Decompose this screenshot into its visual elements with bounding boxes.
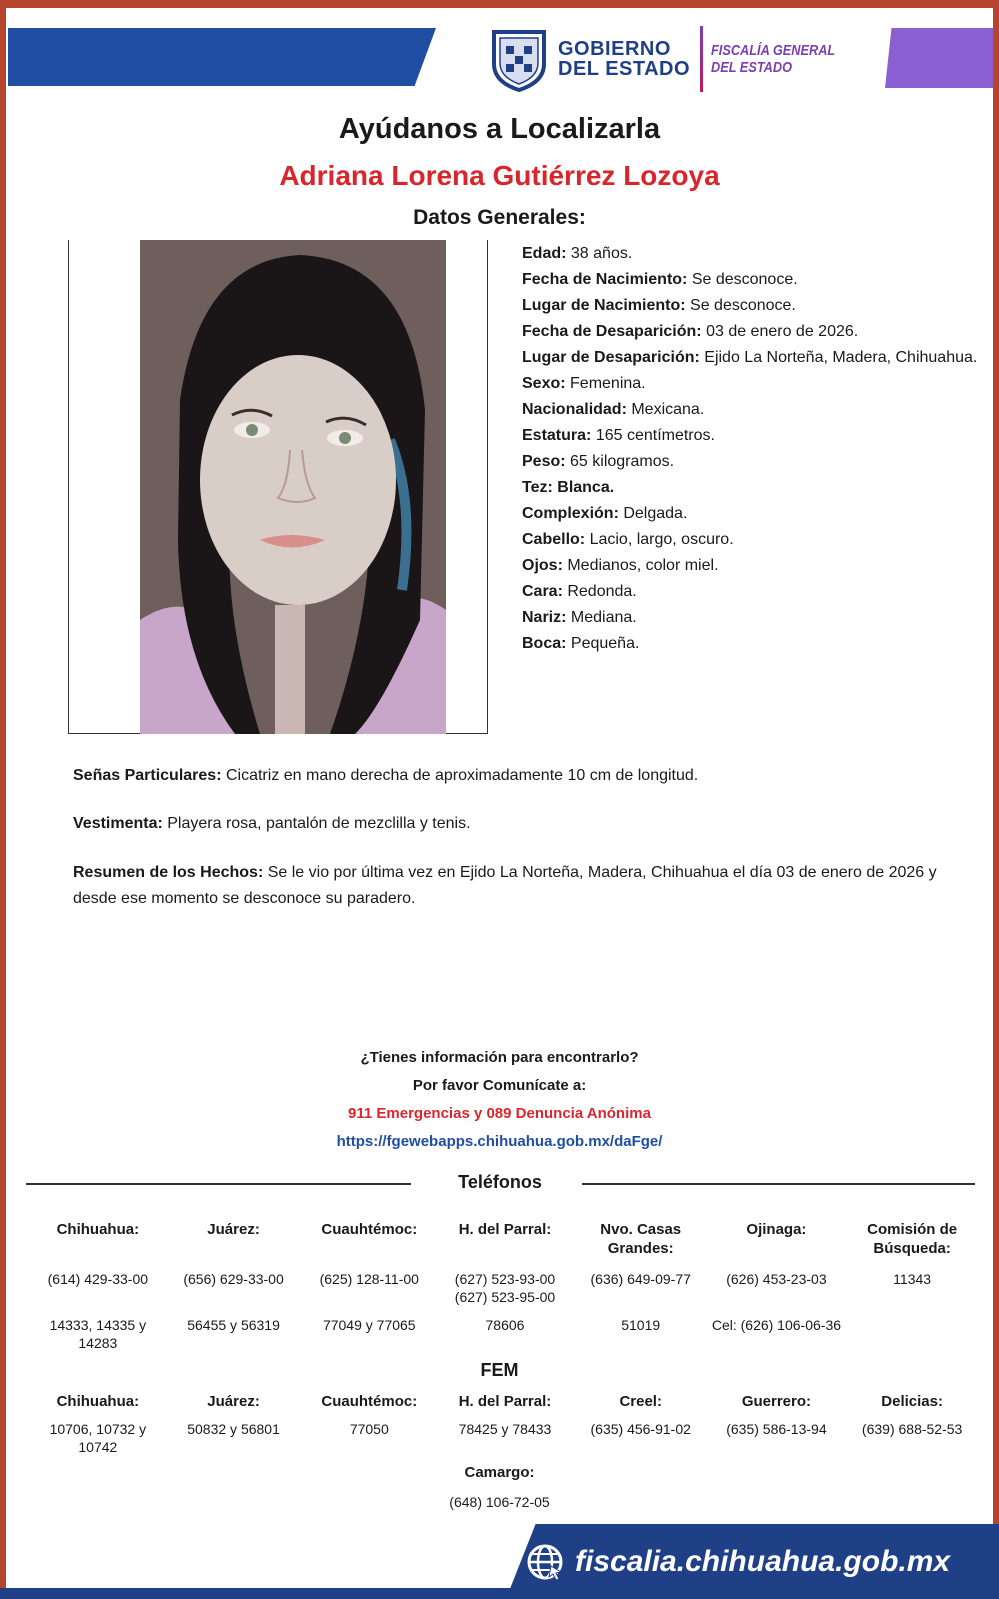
phone-extension: 14333, 14335 y 14283 — [49, 1317, 147, 1351]
detail-age — [522, 241, 982, 267]
phone-extension: 77049 y 77065 — [322, 1317, 416, 1333]
fem-city: Guerrero: — [741, 1393, 812, 1410]
detail-label: Estatura: — [522, 427, 592, 444]
cta-question: ¿Tienes información para encontrarlo? — [360, 1049, 639, 1066]
detail-value: Redonda. — [562, 583, 637, 600]
fem-value: 77050 — [349, 1421, 389, 1437]
detail-birth-place — [522, 293, 982, 319]
phone-city: H. del Parral: — [458, 1221, 552, 1238]
header-blue-band — [8, 28, 436, 86]
detail-label: Lugar de Nacimiento: — [522, 297, 686, 314]
detail-label: Peso: — [522, 453, 566, 470]
detail-disappearance-date — [522, 319, 982, 345]
phones-number-row — [30, 1270, 980, 1306]
phones-extension-row — [30, 1316, 980, 1352]
cta-please: Por favor Comunícate a: — [412, 1077, 587, 1094]
fem-city-row — [30, 1392, 980, 1411]
phones-city-row — [30, 1220, 980, 1258]
detail-height — [522, 423, 982, 449]
phone-extension: Cel: (626) 106-06-36 — [711, 1317, 842, 1333]
detail-nose — [522, 605, 982, 631]
detail-value: Delgada. — [618, 505, 688, 522]
phone-number: (636) 649-09-77 — [590, 1271, 691, 1287]
vestimenta-value: Playera rosa, pantalón de mezclilla y tenis. — [162, 815, 471, 832]
fem-value-row — [30, 1420, 980, 1456]
detail-label: Ojos: — [522, 557, 563, 574]
phone-number: (656) 629-33-00 — [183, 1271, 284, 1287]
detail-birth-date — [522, 267, 982, 293]
phone-extension: 51019 — [621, 1317, 661, 1333]
phone-number: (626) 453-23-03 — [726, 1271, 827, 1287]
detail-weight — [522, 449, 982, 475]
detail-label: Boca: — [522, 635, 567, 652]
phones-divider-right — [582, 1183, 975, 1185]
detail-label: Cara: — [522, 583, 563, 600]
fem-city: H. del Parral: — [458, 1393, 552, 1410]
page-title: Ayúdanos a Localizarla — [338, 113, 661, 145]
phone-city: Comisión de Búsqueda: — [867, 1221, 958, 1257]
fem-value: (639) 688-52-53 — [861, 1421, 963, 1437]
top-border — [0, 0, 999, 8]
footer-line — [0, 1588, 999, 1599]
fem-city: Delicias: — [881, 1393, 943, 1410]
facts-summary — [73, 860, 953, 912]
detail-label: Cabello: — [522, 531, 586, 548]
general-data-list — [522, 241, 982, 657]
fem-city: Chihuahua: — [56, 1393, 140, 1410]
detail-label: Lugar de Desaparición: — [522, 349, 700, 366]
phones-heading: Teléfonos — [458, 1172, 542, 1192]
detail-mouth — [522, 631, 982, 657]
person-photo — [140, 240, 446, 734]
phone-city: Chihuahua: — [56, 1221, 140, 1238]
phone-extension: 56455 y 56319 — [187, 1317, 280, 1333]
detail-value: Se desconoce. — [685, 297, 796, 314]
detail-value: 38 años. — [566, 245, 633, 262]
footer-url-text[interactable]: fiscalia.chihuahua.gob.mx — [575, 1545, 951, 1578]
fiscalia-name — [711, 42, 835, 76]
cta-url-link[interactable]: https://fgewebapps.chihuahua.gob.mx/daFge/ — [336, 1133, 663, 1150]
section-heading: Datos Generales: — [413, 206, 586, 229]
detail-value: Se desconoce. — [687, 271, 798, 288]
fem-heading: FEM — [480, 1360, 519, 1380]
gov-line-1: GOBIERNO — [558, 38, 671, 60]
detail-face — [522, 579, 982, 605]
detail-value: Pequeña. — [566, 635, 640, 652]
detail-value: Mexicana. — [626, 401, 705, 418]
fge-line-1: FISCALÍA GENERAL — [711, 42, 836, 59]
detail-label: Tez: — [522, 479, 553, 496]
detail-nationality — [522, 397, 982, 423]
detail-label: Fecha de Nacimiento: — [522, 271, 688, 288]
phone-number: (614) 429-33-00 — [47, 1271, 149, 1287]
resumen-value: Se le vio por última vez en Ejido La Norteña, Madera, Chihuahua el día 03 de enero de 2026 y desde ese momento se desconoce su paradero. — [73, 864, 937, 907]
detail-label: Complexión: — [522, 505, 619, 522]
fem-city: Juárez: — [207, 1393, 260, 1410]
fem-value: (635) 586-13-94 — [726, 1421, 827, 1437]
state-seal-icon — [490, 26, 548, 92]
detail-value: Medianos, color miel. — [562, 557, 719, 574]
detail-value: Femenina. — [565, 375, 646, 392]
cta-emergency: 911 Emergencias y 089 Denuncia Anónima — [348, 1105, 651, 1122]
detail-build — [522, 501, 982, 527]
detail-hair — [522, 527, 982, 553]
phone-extension — [844, 1316, 980, 1352]
phone-number: (625) 128-11-00 — [319, 1271, 419, 1287]
resumen-label: Resumen de los Hechos: — [73, 864, 264, 881]
fem-value: 78425 y 78433 — [458, 1421, 552, 1437]
fem-value: 50832 y 56801 — [187, 1421, 280, 1437]
government-logo — [490, 26, 857, 92]
fem-city: Cuauhtémoc: — [321, 1393, 418, 1410]
detail-value: 65 kilogramos. — [565, 453, 675, 470]
fem-camargo-city: Camargo: — [464, 1464, 535, 1481]
gov-line-2: DEL ESTADO — [558, 58, 691, 80]
portrait-illustration — [140, 240, 446, 734]
phone-extension: 78606 — [485, 1317, 525, 1333]
government-name — [558, 39, 690, 79]
phone-city: Juárez: — [207, 1221, 260, 1238]
clothing — [73, 811, 953, 837]
globe-icon — [525, 1542, 565, 1582]
detail-value: Mediana. — [566, 609, 637, 626]
detail-sex — [522, 371, 982, 397]
detail-disappearance-place — [522, 345, 982, 371]
fem-camargo-value: (648) 106-72-05 — [449, 1494, 550, 1510]
fge-line-2: DEL ESTADO — [711, 59, 793, 76]
vestimenta-label: Vestimenta: — [73, 815, 163, 832]
phones-divider-left — [26, 1183, 411, 1185]
senas-value: Cicatriz en mano derecha de aproximadamente 10 cm de longitud. — [221, 767, 699, 784]
phone-number: 11343 — [893, 1271, 932, 1287]
detail-label: Fecha de Desaparición: — [522, 323, 702, 340]
fem-city: Creel: — [619, 1393, 662, 1410]
detail-label: Edad: — [522, 245, 567, 262]
phone-city: Cuauhtémoc: — [321, 1221, 418, 1238]
detail-value: Ejido La Norteña, Madera, Chihuahua. — [699, 349, 978, 366]
phone-city: Ojinaga: — [746, 1221, 807, 1238]
detail-eyes — [522, 553, 982, 579]
detail-value: Lacio, largo, oscuro. — [585, 531, 734, 548]
header-purple-band — [885, 28, 993, 88]
detail-value: 165 centímetros. — [591, 427, 715, 444]
detail-value: Blanca. — [552, 479, 615, 496]
phone-city: Nvo. Casas Grandes: — [600, 1221, 682, 1257]
fem-value: 10706, 10732 y 10742 — [49, 1421, 147, 1455]
logo-divider — [700, 26, 703, 92]
detail-label: Nariz: — [522, 609, 567, 626]
detail-label: Sexo: — [522, 375, 566, 392]
senas-label: Señas Particulares: — [73, 767, 222, 784]
distinguishing-marks — [73, 763, 953, 789]
detail-skin — [522, 475, 982, 501]
detail-label: Nacionalidad: — [522, 401, 627, 418]
person-name: Adriana Lorena Gutiérrez Lozoya — [279, 160, 720, 191]
footer-website[interactable] — [525, 1542, 950, 1582]
detail-value: 03 de enero de 2026. — [701, 323, 859, 340]
fem-value: (635) 456-91-02 — [590, 1421, 691, 1437]
phone-number: (627) 523-93-00 (627) 523-95-00 — [454, 1271, 556, 1305]
